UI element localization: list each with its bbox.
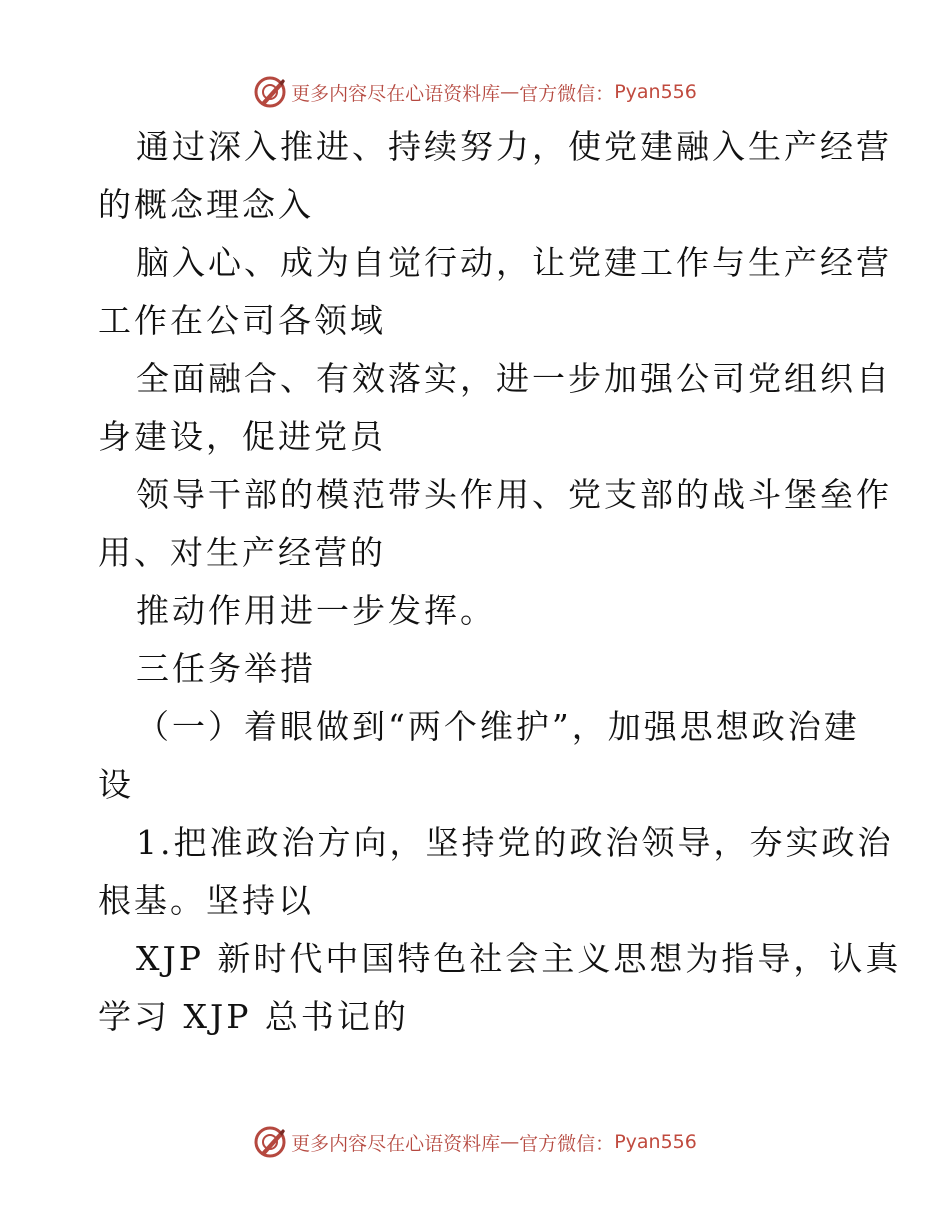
text-line: 推动作用进一步发挥。 [136,591,496,630]
paragraph [98,466,892,582]
pen-logo-icon [253,1125,287,1159]
text-line: 身建设，促进党员 [98,417,386,456]
paragraph [98,930,902,1046]
watermark-account-id: Pyan556 [614,1131,697,1153]
text-line: 通过深入推进、持续努力，使党建融入生产经营 [136,127,892,166]
watermark-text: 更多内容尽在心语资料库 [291,1132,501,1155]
paragraph [98,234,892,350]
text-line: 学习 XJP 总书记的 [98,997,409,1036]
pen-logo-icon [253,75,287,109]
paragraph [98,582,858,640]
footer-watermark [0,1122,950,1162]
text-line: 三任务举措 [136,649,316,688]
watermark-dash: — [500,1131,520,1153]
paragraph [98,814,894,930]
text-line: 全面融合、有效落实，进一步加强公司党组织自 [136,359,892,398]
text-line: 用、对生产经营的 [98,533,386,572]
section-heading [98,640,858,698]
watermark-text: 更多内容尽在心语资料库 [291,82,501,105]
paragraph [98,350,892,466]
text-line: 设 [98,765,134,804]
text-line: （一）着眼做到“两个维护”，加强思想政治建 [136,707,860,746]
text-line: 工作在公司各领域 [98,301,386,340]
subsection-heading [98,698,858,814]
text-line: XJP 新时代中国特色社会主义思想为指导，认真 [136,939,902,978]
document-body [98,118,902,1046]
watermark-account-id: Pyan556 [614,81,697,103]
text-line: 领导干部的模范带头作用、党支部的战斗堡垒作 [136,475,892,514]
text-line: 根基。坚持以 [98,881,314,920]
watermark-account-label: 官方微信： [519,82,615,105]
watermark-dash: — [500,81,520,103]
watermark-account-label: 官方微信： [519,1132,615,1155]
header-watermark [0,72,950,112]
text-line: 1.把准政治方向，坚持党的政治领导，夯实政治 [136,823,894,862]
text-line: 脑入心、成为自觉行动，让党建工作与生产经营 [136,243,892,282]
text-line: 的概念理念入 [98,185,314,224]
paragraph [98,118,892,234]
